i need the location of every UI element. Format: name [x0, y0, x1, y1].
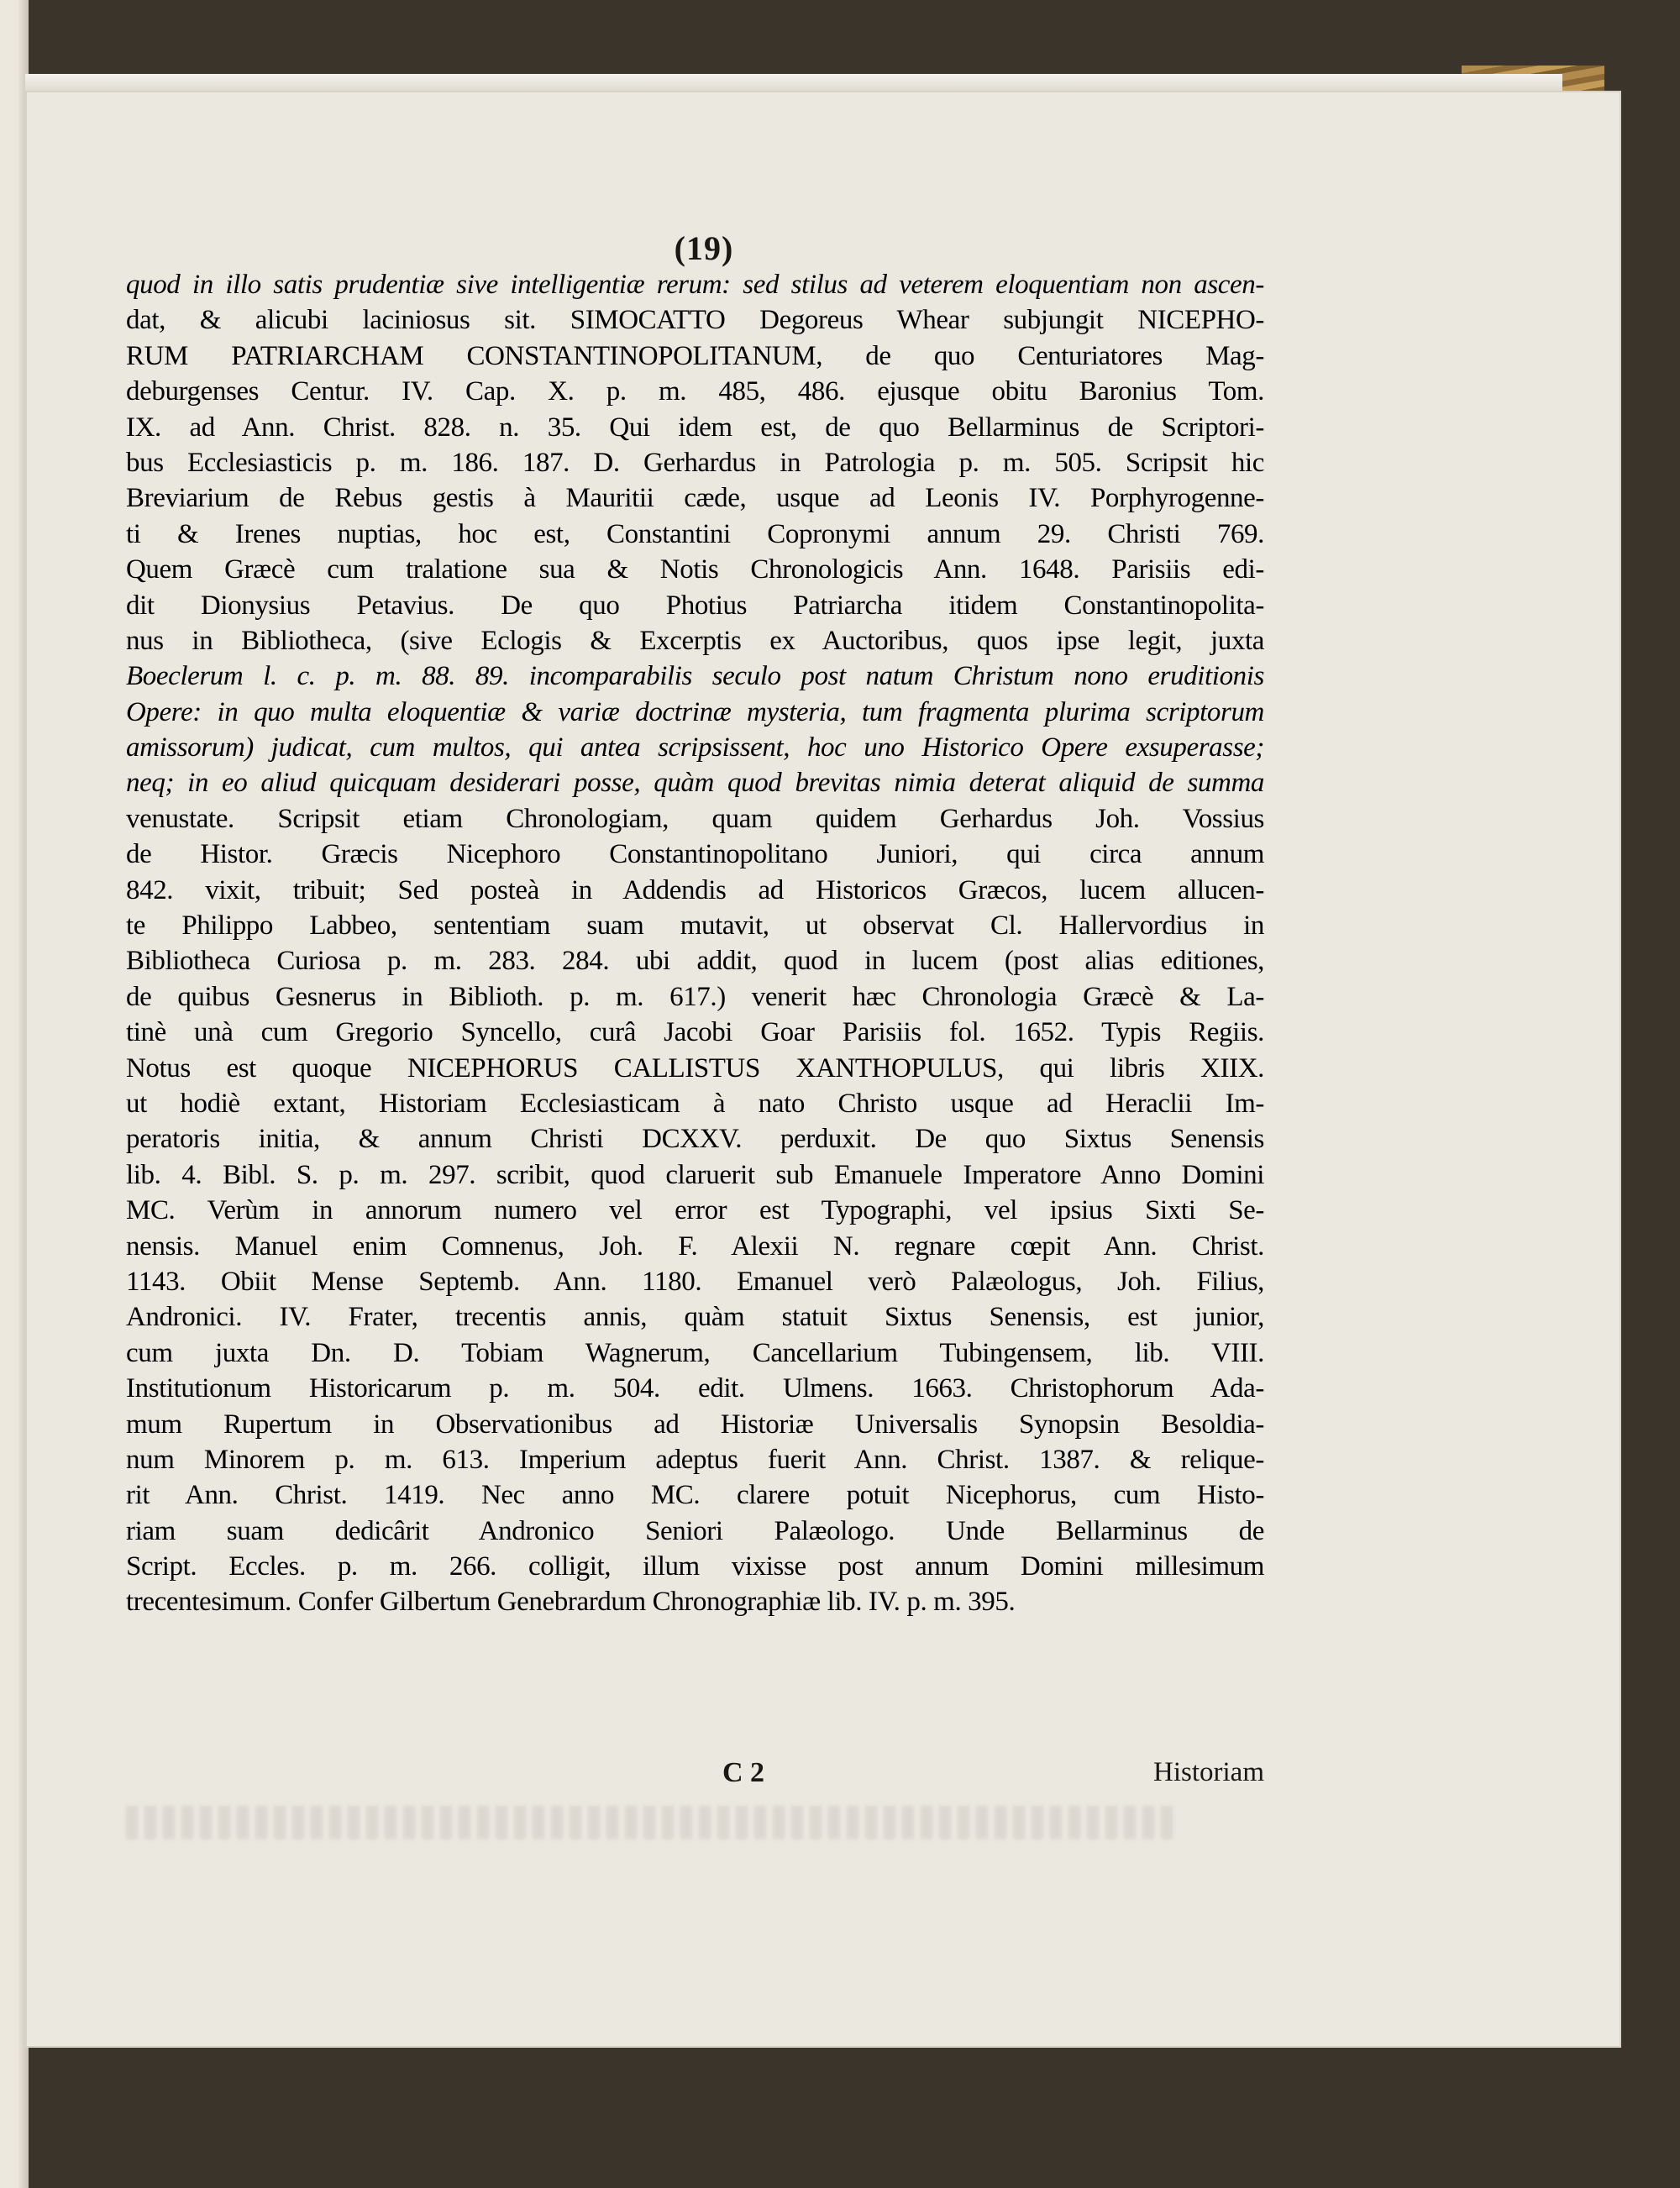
text-line: deburgenses Centur. IV. Cap. X. p. m. 485, 486. ejusque obitu Baronius Tom. — [126, 376, 1264, 407]
page-number: (19) — [674, 229, 734, 267]
show-through-text — [126, 1806, 1176, 1839]
body-text — [126, 267, 1264, 1620]
text-line: quod in illo satis prudentiæ sive intelligentiæ rerum: sed stilus ad veterem eloquentiam non ascen- — [126, 270, 1264, 300]
text-line: Script. Eccles. p. m. 266. colligit, illum vixisse post annum Domini millesimum — [126, 1551, 1264, 1582]
text-line: lib. 4. Bibl. S. p. m. 297. scribit, quod claruerit sub Emanuele Imperatore Anno Domini — [126, 1159, 1264, 1190]
facing-page-edge — [0, 0, 29, 2188]
text-line: Quem Græcè cum tralatione sua & Notis Chronologicis Ann. 1648. Parisiis edi- — [126, 554, 1264, 585]
text-line: MC. Verùm in annorum numero vel error est Typographi, vel ipsius Sixti Se- — [126, 1195, 1264, 1226]
text-line: mum Rupertum in Observationibus ad Historiæ Universalis Synopsin Besoldia- — [126, 1409, 1264, 1440]
catchword: Historiam — [1153, 1757, 1264, 1787]
text-line: tinè unà cum Gregorio Syncello, curâ Jacobi Goar Parisiis fol. 1652. Typis Regiis. — [126, 1017, 1264, 1048]
text-line: 842. vixit, tribuit; Sed posteà in Addendis ad Historicos Græcos, lucem allucen- — [126, 874, 1264, 905]
text-line: cum juxta Dn. D. Tobiam Wagnerum, Cancellarium Tubingensem, lib. VIII. — [126, 1337, 1264, 1368]
text-line: Boeclerum l. c. p. m. 88. 89. incomparabilis seculo post natum Christum nono eruditionis — [126, 661, 1264, 692]
text-line: num Minorem p. m. 613. Imperium adeptus fuerit Ann. Christ. 1387. & relique- — [126, 1444, 1264, 1475]
page-footer — [126, 1757, 1264, 1794]
text-line: Breviarium de Rebus gestis à Mauritii cæde, usque ad Leonis IV. Porphyrogenne- — [126, 483, 1264, 514]
text-line: de quibus Gesnerus in Biblioth. p. m. 617.) venerit hæc Chronologia Græcè & La- — [126, 981, 1264, 1012]
text-line: Opere: in quo multa eloquentiæ & variæ doctrinæ mysteria, tum fragmenta plurima scriptorum — [126, 696, 1264, 727]
text-line: venustate. Scripsit etiam Chronologiam, quam quidem Gerhardus Joh. Vossius — [126, 803, 1264, 834]
text-line: trecentesimum. Confer Gilbertum Genebrardum Chronographiæ lib. IV. p. m. 395. — [126, 1587, 1016, 1618]
signature-mark: C 2 — [722, 1757, 765, 1788]
text-line: de Histor. Græcis Nicephoro Constantinopolitano Juniori, qui circa annum — [126, 839, 1264, 870]
text-line: dat, & alicubi laciniosus sit. SIMOCATTO Degoreus Whear subjungit NICEPHO- — [126, 305, 1264, 336]
text-line: bus Ecclesiasticis p. m. 186. 187. D. Gerhardus in Patrologia p. m. 505. Scripsit hic — [126, 447, 1264, 478]
text-line: peratoris initia, & annum Christi DCXXV. perduxit. De quo Sixtus Senensis — [126, 1124, 1264, 1155]
text-line: rit Ann. Christ. 1419. Nec anno MC. clarere potuit Nicephorus, cum Histo- — [126, 1480, 1264, 1511]
text-line: ut hodiè extant, Historiam Ecclesiasticam à nato Christo usque ad Heraclii Im- — [126, 1088, 1264, 1119]
text-line: ti & Irenes nuptias, hoc est, Constantini Copronymi annum 29. Christi 769. — [126, 518, 1264, 549]
text-line: te Philippo Labbeo, sententiam suam mutavit, ut observat Cl. Hallervordius in — [126, 910, 1264, 942]
text-line: nensis. Manuel enim Comnenus, Joh. F. Alexii N. regnare cœpit Ann. Christ. — [126, 1230, 1264, 1262]
text-line: dit Dionysius Petavius. De quo Photius Patriarcha itidem Constantinopolita- — [126, 590, 1264, 621]
text-line: Institutionum Historicarum p. m. 504. edit. Ulmens. 1663. Christophorum Ada- — [126, 1373, 1264, 1404]
text-line: nus in Bibliotheca, (sive Eclogis & Excerptis ex Auctoribus, quos ipse legit, juxta — [126, 625, 1264, 656]
text-line: riam suam dedicârit Andronico Seniori Palæologo. Unde Bellarminus de — [126, 1515, 1264, 1546]
text-line: neq; in eo aliud quicquam desiderari posse, quàm quod brevitas nimia deterat aliquid de summa — [126, 768, 1264, 799]
text-line: Notus est quoque NICEPHORUS CALLISTUS XANTHOPULUS, qui libris XIIX. — [126, 1052, 1264, 1084]
text-line: IX. ad Ann. Christ. 828. n. 35. Qui idem est, de quo Bellarminus de Scriptori- — [126, 412, 1264, 443]
text-line: RUM PATRIARCHAM CONSTANTINOPOLITANUM, de quo Centuriatores Mag- — [126, 340, 1264, 371]
text-line: 1143. Obiit Mense Septemb. Ann. 1180. Emanuel verò Palæologus, Joh. Filius, — [126, 1266, 1264, 1297]
text-line: Bibliotheca Curiosa p. m. 283. 284. ubi addit, quod in lucem (post alias editiones, — [126, 946, 1264, 977]
text-line: Andronici. IV. Frater, trecentis annis, quàm statuit Sixtus Senensis, est junior, — [126, 1302, 1264, 1333]
text-line: amissorum) judicat, cum multos, qui antea scripsissent, hoc uno Historico Opere exsuperasse; — [126, 732, 1264, 763]
